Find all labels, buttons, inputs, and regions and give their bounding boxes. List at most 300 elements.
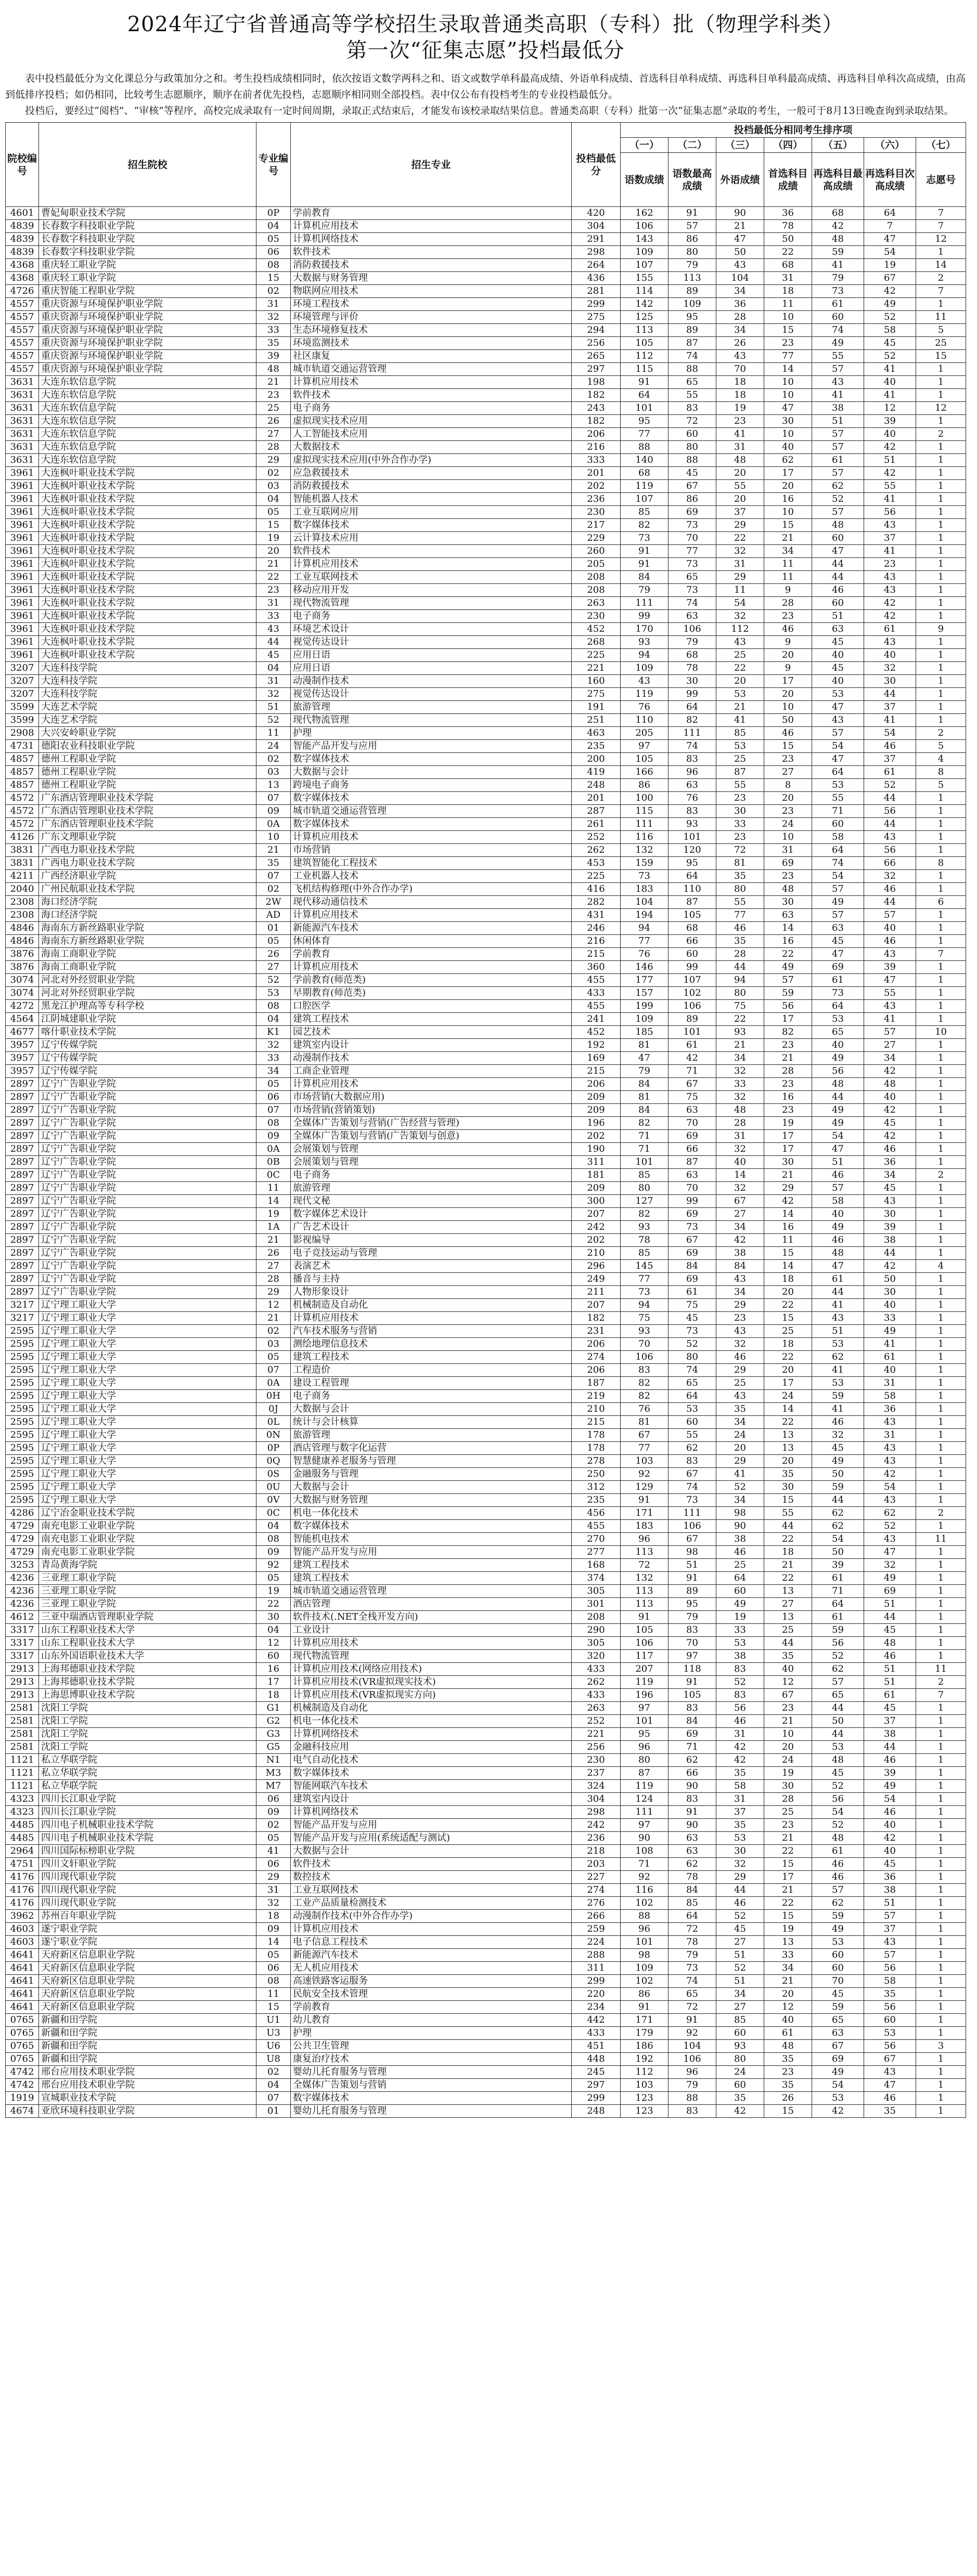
cell-order-6: 42 xyxy=(864,1468,916,1481)
cell-order-7: 1 xyxy=(916,493,966,506)
cell-order-4: 17 xyxy=(764,467,812,480)
cell-min-score: 456 xyxy=(572,1507,621,1520)
cell-major-code: 05 xyxy=(256,1832,291,1845)
cell-order-5: 60 xyxy=(812,532,864,545)
cell-order-3: 24 xyxy=(716,2066,764,2079)
cell-major-name: 计算机应用技术 xyxy=(291,558,572,571)
cell-order-4: 30 xyxy=(764,1481,812,1494)
cell-major-name: 工业互联网应用 xyxy=(291,506,572,519)
table-row xyxy=(6,1377,966,1390)
cell-order-4: 35 xyxy=(764,1468,812,1481)
cell-order-6: 41 xyxy=(864,1338,916,1351)
cell-order-6: 43 xyxy=(864,1000,916,1013)
cell-order-1: 71 xyxy=(621,1858,669,1871)
cell-order-2: 83 xyxy=(669,1702,716,1715)
cell-order-2: 45 xyxy=(669,467,716,480)
cell-major-name: 环境艺术设计 xyxy=(291,623,572,636)
cell-order-3: 35 xyxy=(716,1767,764,1780)
cell-order-4: 11 xyxy=(764,298,812,311)
cell-major-name: 计算机应用技术 xyxy=(291,376,572,389)
cell-school-code: 3957 xyxy=(6,1039,39,1052)
cell-major-code: 27 xyxy=(256,961,291,974)
cell-order-4: 22 xyxy=(764,1299,812,1312)
cell-order-5: 60 xyxy=(812,818,864,831)
cell-order-5: 61 xyxy=(812,1845,864,1858)
cell-order-5: 64 xyxy=(812,844,864,857)
cell-major-name: 工业互联网技术 xyxy=(291,1884,572,1897)
cell-major-name: 数字媒体技术 xyxy=(291,753,572,766)
cell-order-4: 22 xyxy=(764,1533,812,1546)
cell-major-name: 市场营销 xyxy=(291,844,572,857)
table-row xyxy=(6,1234,966,1247)
cell-order-4: 28 xyxy=(764,597,812,610)
cell-order-3: 48 xyxy=(716,1104,764,1117)
cell-order-4: 22 xyxy=(764,1572,812,1585)
cell-order-4: 13 xyxy=(764,1585,812,1598)
cell-order-6: 43 xyxy=(864,519,916,532)
cell-school-name: 邢台应用技术职业学院 xyxy=(39,2066,256,2079)
cell-school-name: 辽宁广告职业学院 xyxy=(39,1195,256,1208)
cell-min-score: 433 xyxy=(572,1663,621,1676)
cell-major-code: 15 xyxy=(256,272,291,285)
header-order-num: （五） xyxy=(812,138,864,153)
cell-major-code: 02 xyxy=(256,883,291,896)
cell-order-5: 41 xyxy=(812,259,864,272)
cell-order-2: 74 xyxy=(669,1481,716,1494)
cell-major-name: 汽车技术服务与营销 xyxy=(291,1325,572,1338)
cell-school-name: 大连枫叶职业技术学院 xyxy=(39,584,256,597)
cell-order-4: 18 xyxy=(764,1338,812,1351)
cell-min-score: 291 xyxy=(572,233,621,246)
cell-school-name: 河北对外经贸职业学院 xyxy=(39,974,256,987)
cell-order-2: 73 xyxy=(669,1494,716,1507)
cell-order-6: 67 xyxy=(864,272,916,285)
cell-major-name: 智能机电技术 xyxy=(291,1533,572,1546)
cell-order-2: 92 xyxy=(669,2027,716,2040)
cell-school-code: 3317 xyxy=(6,1650,39,1663)
cell-order-5: 52 xyxy=(812,1780,864,1793)
table-row xyxy=(6,662,966,675)
cell-major-code: 51 xyxy=(256,701,291,714)
cell-order-5: 46 xyxy=(812,1871,864,1884)
cell-order-4: 47 xyxy=(764,402,812,415)
cell-order-7: 1 xyxy=(916,1611,966,1624)
cell-order-6: 44 xyxy=(864,1741,916,1754)
cell-school-code: 4742 xyxy=(6,2079,39,2092)
cell-order-2: 80 xyxy=(669,1351,716,1364)
cell-major-code: G2 xyxy=(256,1715,291,1728)
table-row xyxy=(6,1481,966,1494)
cell-order-7: 1 xyxy=(916,922,966,935)
cell-min-score: 201 xyxy=(572,467,621,480)
cell-order-4: 15 xyxy=(764,324,812,337)
cell-order-3: 50 xyxy=(716,246,764,259)
cell-major-code: 04 xyxy=(256,493,291,506)
cell-order-3: 42 xyxy=(716,2105,764,2118)
cell-min-score: 374 xyxy=(572,1572,621,1585)
cell-order-5: 63 xyxy=(812,922,864,935)
cell-order-6: 45 xyxy=(864,1624,916,1637)
table-row xyxy=(6,363,966,376)
cell-school-name: 辽宁传媒学院 xyxy=(39,1052,256,1065)
cell-school-name: 广东酒店管理职业技术学院 xyxy=(39,792,256,805)
cell-order-2: 79 xyxy=(669,2079,716,2092)
cell-order-4: 25 xyxy=(764,1806,812,1819)
table-row xyxy=(6,1351,966,1364)
cell-major-name: 计算机应用技术(VR虚拟现实方向) xyxy=(291,1689,572,1702)
cell-min-score: 301 xyxy=(572,1598,621,1611)
cell-min-score: 311 xyxy=(572,1156,621,1169)
cell-order-7: 1 xyxy=(916,1962,966,1975)
cell-school-code: 2897 xyxy=(6,1273,39,1286)
cell-order-1: 91 xyxy=(621,545,669,558)
cell-school-code: 3631 xyxy=(6,428,39,441)
cell-order-4: 31 xyxy=(764,272,812,285)
cell-order-3: 84 xyxy=(716,1260,764,1273)
cell-order-1: 101 xyxy=(621,1715,669,1728)
cell-major-code: 31 xyxy=(256,1884,291,1897)
cell-order-2: 68 xyxy=(669,649,716,662)
cell-order-3: 77 xyxy=(716,909,764,922)
cell-major-code: 04 xyxy=(256,2079,291,2092)
cell-order-1: 82 xyxy=(621,1390,669,1403)
cell-order-3: 85 xyxy=(716,727,764,740)
cell-order-6: 49 xyxy=(864,1325,916,1338)
cell-school-code: 2595 xyxy=(6,1481,39,1494)
cell-school-name: 山东工程职业技术大学 xyxy=(39,1624,256,1637)
cell-school-name: 亚欣环境科技职业学院 xyxy=(39,2105,256,2118)
table-row xyxy=(6,1962,966,1975)
cell-order-3: 43 xyxy=(716,350,764,363)
cell-order-4: 24 xyxy=(764,1754,812,1767)
table-row xyxy=(6,1091,966,1104)
table-row xyxy=(6,454,966,467)
cell-major-name: 社区康复 xyxy=(291,350,572,363)
cell-min-score: 290 xyxy=(572,1624,621,1637)
cell-min-score: 455 xyxy=(572,1000,621,1013)
cell-min-score: 455 xyxy=(572,974,621,987)
cell-major-code: 52 xyxy=(256,974,291,987)
cell-order-1: 111 xyxy=(621,1806,669,1819)
cell-major-code: 0C xyxy=(256,1507,291,1520)
cell-order-7: 1 xyxy=(916,389,966,402)
cell-order-5: 48 xyxy=(812,519,864,532)
cell-min-score: 274 xyxy=(572,1351,621,1364)
table-row xyxy=(6,1039,966,1052)
cell-min-score: 288 xyxy=(572,1949,621,1962)
cell-major-code: 0S xyxy=(256,1468,291,1481)
cell-school-name: 大连枫叶职业技术学院 xyxy=(39,519,256,532)
cell-major-code: 0Q xyxy=(256,1455,291,1468)
cell-order-7: 1 xyxy=(916,909,966,922)
cell-major-name: 影视编导 xyxy=(291,1234,572,1247)
cell-min-score: 203 xyxy=(572,1858,621,1871)
cell-order-7: 1 xyxy=(916,675,966,688)
cell-min-score: 296 xyxy=(572,1260,621,1273)
cell-major-name: 数控技术 xyxy=(291,1871,572,1884)
cell-school-name: 辽宁广告职业学院 xyxy=(39,1091,256,1104)
cell-order-5: 46 xyxy=(812,1858,864,1871)
cell-order-7: 1 xyxy=(916,1377,966,1390)
cell-order-5: 53 xyxy=(812,1013,864,1026)
cell-min-score: 210 xyxy=(572,1247,621,1260)
cell-order-1: 102 xyxy=(621,1897,669,1910)
cell-order-4: 15 xyxy=(764,1858,812,1871)
cell-order-1: 109 xyxy=(621,1962,669,1975)
cell-school-code: 2897 xyxy=(6,1247,39,1260)
cell-school-name: 辽宁广告职业学院 xyxy=(39,1156,256,1169)
cell-school-code: 3217 xyxy=(6,1299,39,1312)
cell-order-3: 31 xyxy=(716,1728,764,1741)
cell-order-1: 171 xyxy=(621,1507,669,1520)
cell-order-7: 1 xyxy=(916,1117,966,1130)
cell-school-name: 私立华联学院 xyxy=(39,1780,256,1793)
table-row xyxy=(6,506,966,519)
cell-major-code: 0P xyxy=(256,207,291,220)
cell-school-name: 广西经济职业学院 xyxy=(39,870,256,883)
cell-order-7: 1 xyxy=(916,844,966,857)
cell-order-5: 60 xyxy=(812,311,864,324)
cell-school-code: 2581 xyxy=(6,1728,39,1741)
cell-order-4: 34 xyxy=(764,545,812,558)
cell-major-code: 04 xyxy=(256,1520,291,1533)
cell-order-3: 27 xyxy=(716,2001,764,2014)
cell-major-name: 数字媒体技术 xyxy=(291,2092,572,2105)
cell-school-code: 3961 xyxy=(6,558,39,571)
cell-order-7: 1 xyxy=(916,1585,966,1598)
cell-order-5: 56 xyxy=(812,1793,864,1806)
cell-order-5: 59 xyxy=(812,1481,864,1494)
cell-order-1: 106 xyxy=(621,220,669,233)
cell-school-code: 4729 xyxy=(6,1546,39,1559)
cell-order-4: 18 xyxy=(764,1546,812,1559)
cell-order-6: 42 xyxy=(864,467,916,480)
cell-order-1: 85 xyxy=(621,1247,669,1260)
table-row xyxy=(6,1338,966,1351)
score-table xyxy=(5,122,966,2118)
cell-school-code: 4729 xyxy=(6,1533,39,1546)
cell-order-6: 44 xyxy=(864,818,916,831)
cell-order-2: 73 xyxy=(669,1221,716,1234)
cell-order-2: 66 xyxy=(669,935,716,948)
cell-order-1: 79 xyxy=(621,584,669,597)
cell-order-6: 54 xyxy=(864,727,916,740)
cell-order-5: 47 xyxy=(812,701,864,714)
cell-order-5: 49 xyxy=(812,1923,864,1936)
cell-min-score: 433 xyxy=(572,987,621,1000)
cell-major-name: 应急救援技术 xyxy=(291,467,572,480)
table-row xyxy=(6,1923,966,1936)
cell-school-name: 大连科技学院 xyxy=(39,688,256,701)
cell-order-6: 34 xyxy=(864,1052,916,1065)
cell-order-3: 35 xyxy=(716,1819,764,1832)
cell-order-5: 58 xyxy=(812,831,864,844)
cell-order-2: 60 xyxy=(669,428,716,441)
cell-order-7: 1 xyxy=(916,2014,966,2027)
cell-school-code: 3961 xyxy=(6,519,39,532)
cell-order-6: 47 xyxy=(864,1546,916,1559)
cell-order-7: 1 xyxy=(916,1039,966,1052)
cell-order-7: 1 xyxy=(916,1975,966,1988)
cell-min-score: 169 xyxy=(572,1052,621,1065)
cell-order-6: 66 xyxy=(864,857,916,870)
cell-order-4: 8 xyxy=(764,779,812,792)
cell-order-2: 109 xyxy=(669,298,716,311)
cell-major-name: 大数据技术 xyxy=(291,441,572,454)
cell-order-2: 63 xyxy=(669,1845,716,1858)
cell-min-score: 436 xyxy=(572,272,621,285)
cell-school-code: 3961 xyxy=(6,610,39,623)
cell-major-code: 0A xyxy=(256,1143,291,1156)
cell-school-code: 3831 xyxy=(6,857,39,870)
cell-min-score: 463 xyxy=(572,727,621,740)
cell-order-3: 52 xyxy=(716,1910,764,1923)
cell-major-code: 17 xyxy=(256,1676,291,1689)
cell-order-6: 57 xyxy=(864,909,916,922)
table-row xyxy=(6,584,966,597)
table-row xyxy=(6,1156,966,1169)
cell-school-name: 三亚理工职业学院 xyxy=(39,1572,256,1585)
cell-school-code: 4839 xyxy=(6,246,39,259)
cell-school-name: 广西电力职业技术学院 xyxy=(39,857,256,870)
cell-major-name: 智能产品开发与应用 xyxy=(291,1546,572,1559)
cell-major-name: 计算机网络技术 xyxy=(291,233,572,246)
cell-order-3: 52 xyxy=(716,1481,764,1494)
table-row xyxy=(6,1286,966,1299)
cell-order-6: 42 xyxy=(864,1065,916,1078)
cell-school-name: 重庆资源与环境保护职业学院 xyxy=(39,350,256,363)
cell-major-name: 软件技术(.NET全栈开发方向) xyxy=(291,1611,572,1624)
cell-school-name: 南充电影工业职业学院 xyxy=(39,1520,256,1533)
cell-min-score: 182 xyxy=(572,1312,621,1325)
cell-major-code: 0J xyxy=(256,1403,291,1416)
cell-min-score: 282 xyxy=(572,896,621,909)
cell-order-6: 38 xyxy=(864,1728,916,1741)
cell-order-5: 49 xyxy=(812,1221,864,1234)
cell-order-6: 54 xyxy=(864,246,916,259)
cell-order-6: 41 xyxy=(864,389,916,402)
cell-school-code: 3631 xyxy=(6,402,39,415)
table-row xyxy=(6,961,966,974)
cell-school-code: 4485 xyxy=(6,1819,39,1832)
cell-order-7: 8 xyxy=(916,766,966,779)
table-row xyxy=(6,207,966,220)
cell-school-code: 4368 xyxy=(6,272,39,285)
cell-school-name: 沈阳工学院 xyxy=(39,1741,256,1754)
cell-order-7: 1 xyxy=(916,1273,966,1286)
cell-order-1: 78 xyxy=(621,1234,669,1247)
cell-min-score: 205 xyxy=(572,558,621,571)
table-row xyxy=(6,1325,966,1338)
cell-order-6: 44 xyxy=(864,688,916,701)
cell-order-4: 19 xyxy=(764,1117,812,1130)
cell-order-2: 79 xyxy=(669,1949,716,1962)
cell-school-code: 3961 xyxy=(6,467,39,480)
cell-order-1: 94 xyxy=(621,649,669,662)
cell-major-code: 26 xyxy=(256,948,291,961)
cell-order-1: 80 xyxy=(621,1754,669,1767)
cell-order-7: 1 xyxy=(916,870,966,883)
cell-school-name: 大连东软信息学院 xyxy=(39,428,256,441)
cell-school-name: 大连东软信息学院 xyxy=(39,454,256,467)
cell-min-score: 287 xyxy=(572,805,621,818)
cell-order-2: 71 xyxy=(669,1741,716,1754)
cell-major-name: 幼儿教育 xyxy=(291,2014,572,2027)
cell-school-name: 辽宁广告职业学院 xyxy=(39,1143,256,1156)
cell-major-name: 学前教育 xyxy=(291,948,572,961)
cell-school-code: 4236 xyxy=(6,1572,39,1585)
cell-order-4: 24 xyxy=(764,818,812,831)
cell-order-4: 35 xyxy=(764,2053,812,2066)
cell-school-code: 2595 xyxy=(6,1390,39,1403)
cell-order-3: 49 xyxy=(716,1598,764,1611)
cell-order-1: 119 xyxy=(621,1676,669,1689)
cell-order-2: 69 xyxy=(669,1728,716,1741)
cell-order-4: 31 xyxy=(764,844,812,857)
cell-order-3: 31 xyxy=(716,558,764,571)
cell-order-1: 68 xyxy=(621,467,669,480)
cell-min-score: 333 xyxy=(572,454,621,467)
cell-major-name: 婴幼儿托育服务与管理 xyxy=(291,2066,572,2079)
cell-order-4: 49 xyxy=(764,961,812,974)
cell-order-1: 105 xyxy=(621,1624,669,1637)
cell-order-7: 1 xyxy=(916,1572,966,1585)
cell-min-score: 300 xyxy=(572,1195,621,1208)
cell-order-6: 27 xyxy=(864,1039,916,1052)
cell-order-3: 35 xyxy=(716,935,764,948)
cell-school-name: 大连枫叶职业技术学院 xyxy=(39,545,256,558)
cell-order-3: 75 xyxy=(716,1000,764,1013)
cell-min-score: 294 xyxy=(572,324,621,337)
cell-order-6: 51 xyxy=(864,1663,916,1676)
table-row xyxy=(6,2066,966,2079)
cell-school-name: 长春数字科技职业学院 xyxy=(39,220,256,233)
cell-order-5: 46 xyxy=(812,1416,864,1429)
cell-order-6: 43 xyxy=(864,1936,916,1949)
cell-order-3: 38 xyxy=(716,1533,764,1546)
cell-min-score: 217 xyxy=(572,519,621,532)
cell-major-name: 机电一体化技术 xyxy=(291,1715,572,1728)
cell-school-code: 4674 xyxy=(6,2105,39,2118)
cell-major-name: 金融科技应用 xyxy=(291,1741,572,1754)
cell-order-7: 1 xyxy=(916,701,966,714)
cell-order-2: 63 xyxy=(669,1832,716,1845)
cell-major-code: 05 xyxy=(256,506,291,519)
cell-major-name: 新能源汽车技术 xyxy=(291,1949,572,1962)
cell-major-name: 表演艺术 xyxy=(291,1260,572,1273)
cell-order-4: 9 xyxy=(764,662,812,675)
table-row xyxy=(6,1299,966,1312)
cell-major-code: 07 xyxy=(256,1104,291,1117)
cell-order-7: 14 xyxy=(916,259,966,272)
cell-school-code: 3599 xyxy=(6,701,39,714)
cell-order-5: 57 xyxy=(812,428,864,441)
cell-order-7: 1 xyxy=(916,1468,966,1481)
cell-school-name: 广东文理职业学院 xyxy=(39,831,256,844)
cell-order-5: 45 xyxy=(812,1442,864,1455)
cell-order-6: 51 xyxy=(864,1598,916,1611)
table-row xyxy=(6,324,966,337)
cell-order-3: 28 xyxy=(716,1117,764,1130)
cell-school-name: 遂宁职业学院 xyxy=(39,1923,256,1936)
cell-order-4: 57 xyxy=(764,974,812,987)
cell-major-code: 08 xyxy=(256,1975,291,1988)
table-row xyxy=(6,2105,966,2118)
cell-order-1: 67 xyxy=(621,1429,669,1442)
cell-major-code: 31 xyxy=(256,597,291,610)
cell-order-2: 120 xyxy=(669,844,716,857)
cell-min-score: 178 xyxy=(572,1429,621,1442)
